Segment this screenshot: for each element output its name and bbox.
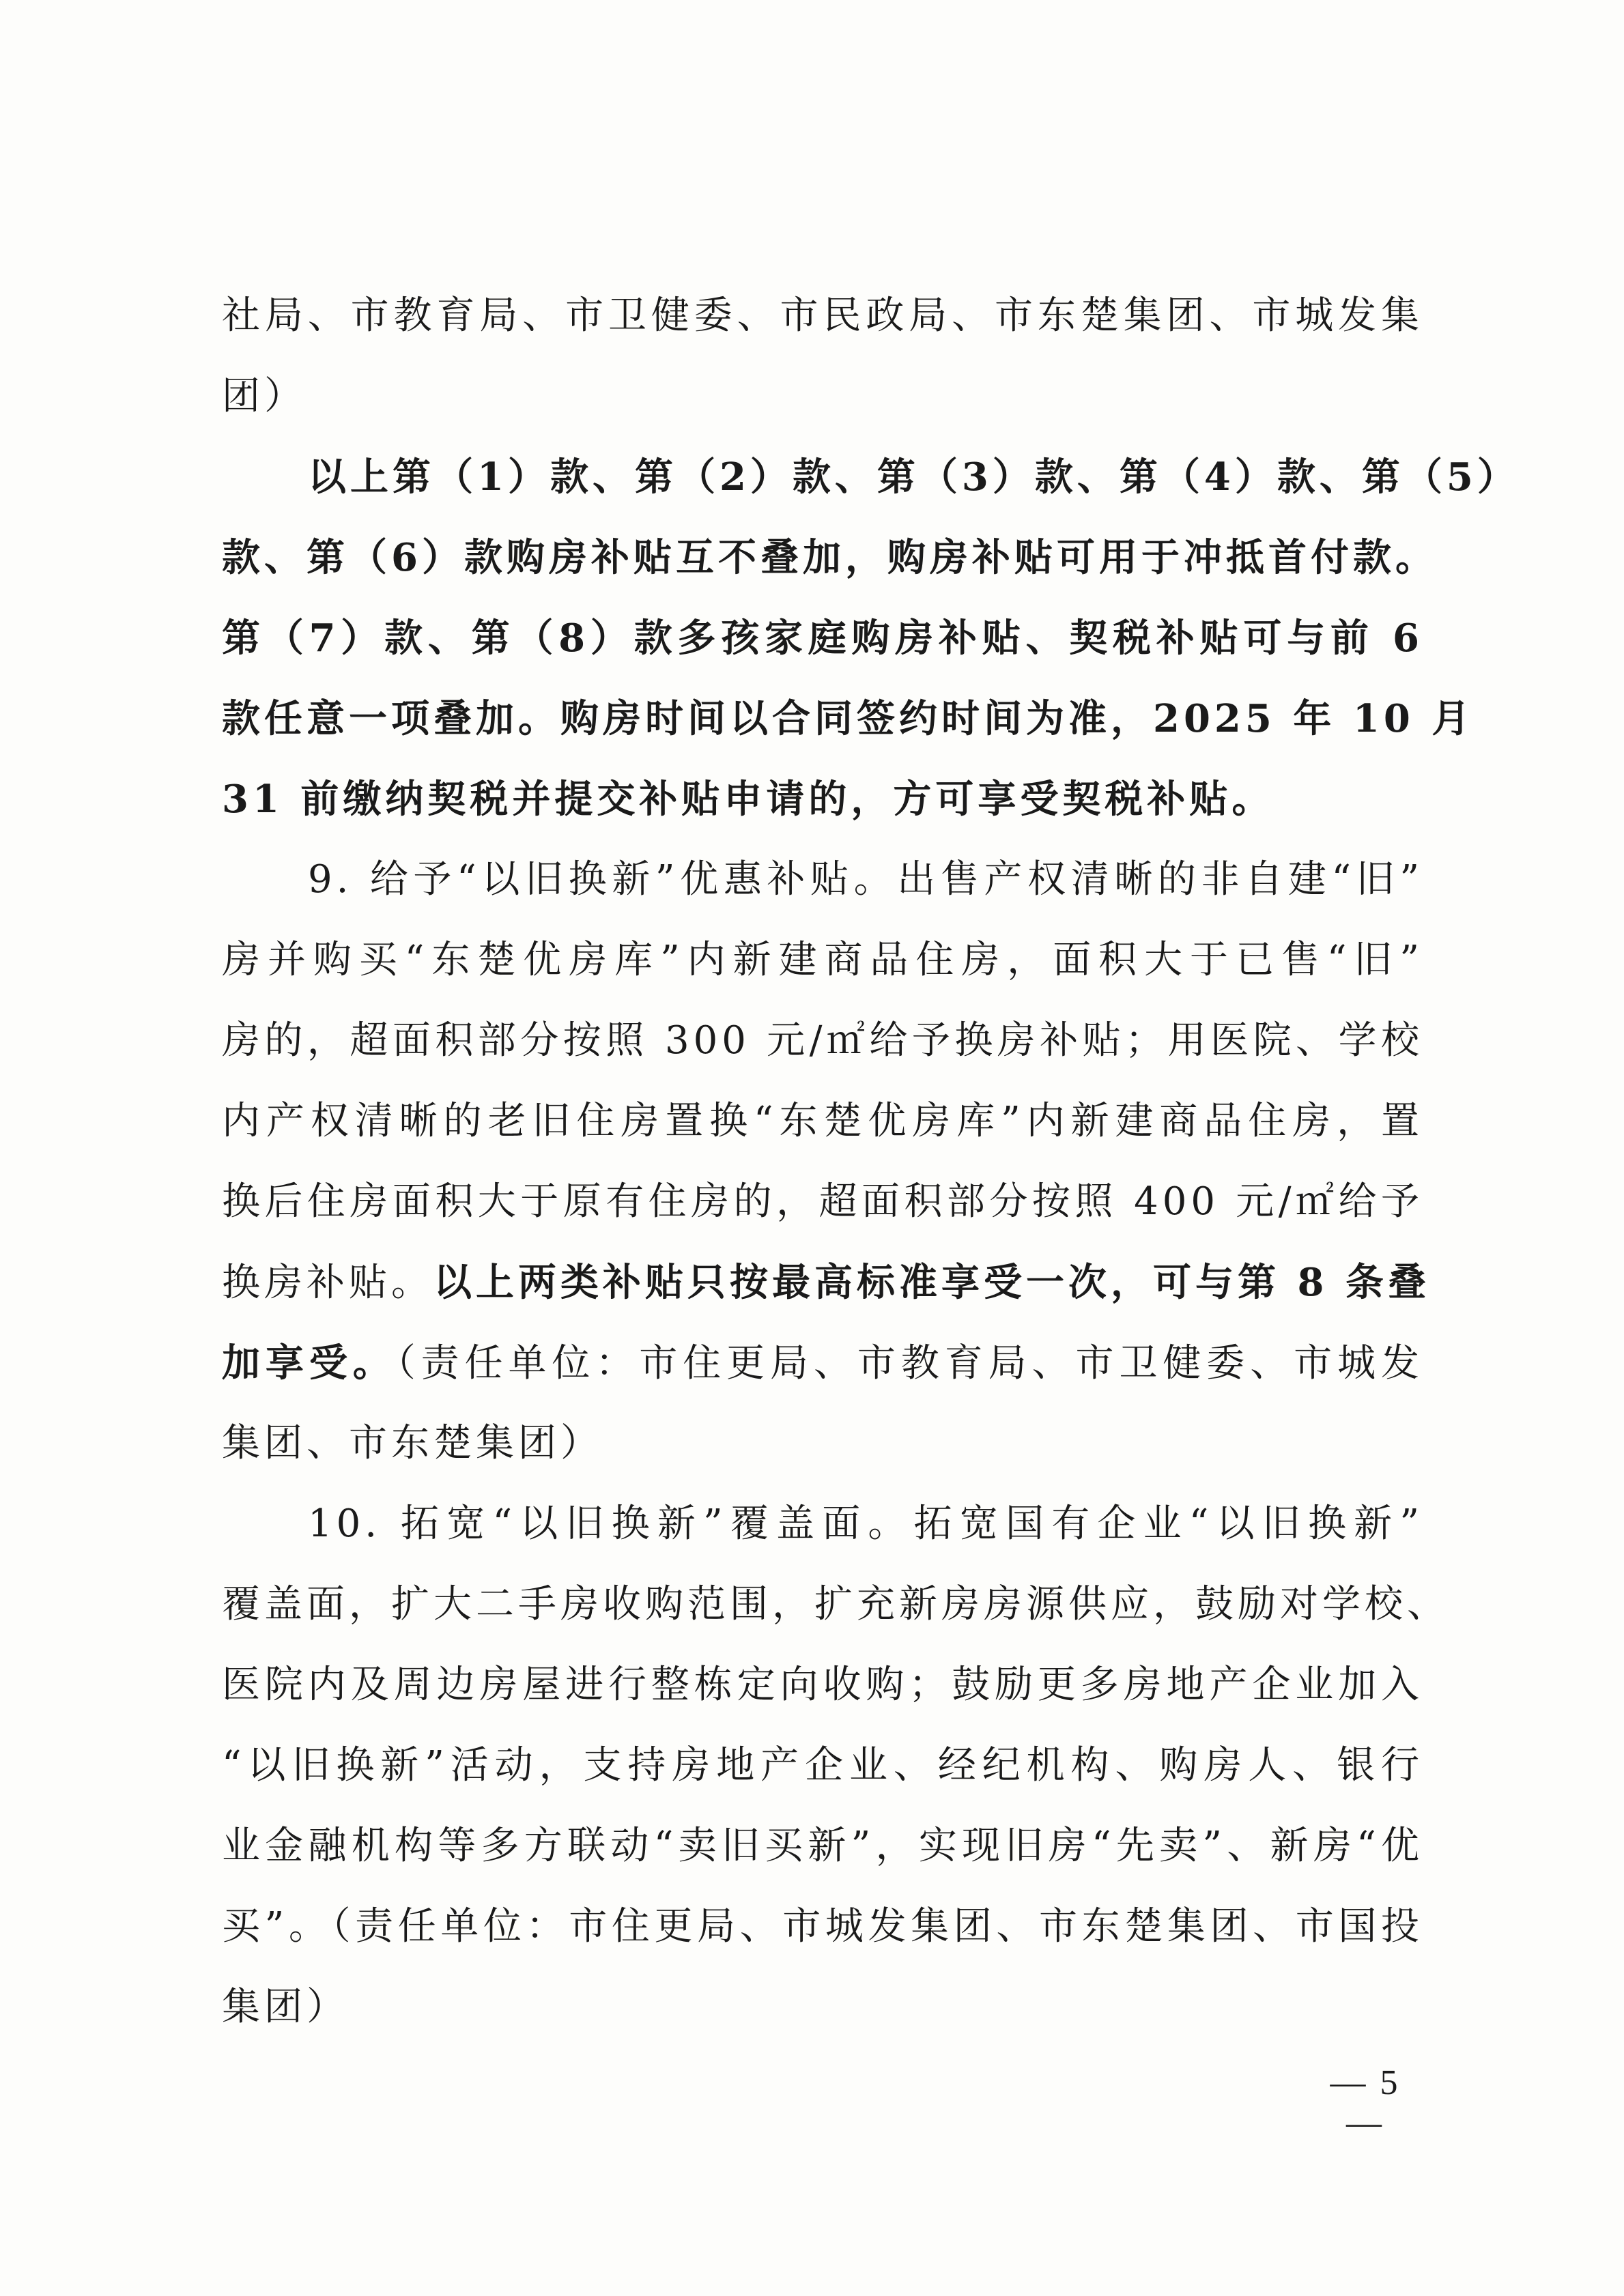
text-normal: （责任单位：市住更局、市教育局、市卫健委、市城发 [396,1341,1424,1386]
text-line: 社局、市教育局、市卫健委、市民政局、市东楚集团、市城发集 [222,293,1423,338]
text-line: 房的，超面积部分按照 300 元/㎡给予换房补贴；用医院、学校 [222,1018,1423,1063]
text-line: 集团、市东楚集团） [222,1421,603,1465]
text-line: 房并购买“东楚优房库”内新建商品住房，面积大于已售“旧” [222,938,1423,982]
text-line: 换后住房面积大于原有住房的，超面积部分按照 400 元/㎡给予 [222,1179,1423,1224]
text-bold: 加享受。 [222,1340,397,1386]
text-line: 10. 拓宽“以旧换新”覆盖面。拓宽国有企业“以旧换新” [308,1502,1423,1546]
text-line-mixed [222,1323,1423,1403]
text-bold: 以上两类补贴只按最高标准享受一次，可与第 8 条叠 [433,1260,1430,1305]
text-line: 覆盖面，扩大二手房收购范围，扩充新房房源供应，鼓励对学校、 [222,1582,1449,1626]
text-line: 集团） [222,1985,349,2029]
text-line: 款任意一项叠加。购房时间以合同签约时间为准，2025 年 10 月 [222,696,1475,741]
text-line: 业金融机构等多方联动“卖旧买新”，实现旧房“先卖”、新房“优 [222,1824,1423,1868]
text-line: 以上第（1）款、第（2）款、第（3）款、第（4）款、第（5） [308,455,1520,500]
paragraph-subsidy-rules [222,437,1520,840]
text-line-mixed [222,1242,1430,1323]
text-line: 第（7）款、第（8）款多孩家庭购房补贴、契税补贴可与前 6 [222,616,1423,661]
text-line: 31 前缴纳契税并提交补贴申请的，方可享受契税补贴。 [222,777,1274,822]
text-normal: 换房补贴。 [222,1261,433,1305]
paragraph-item-9 [222,840,1430,1484]
text-line: 内产权清晰的老旧住房置换“东楚优房库”内新建商品住房，置 [222,1099,1423,1143]
text-line: 团） [222,374,307,418]
text-line: 医院内及周边房屋进行整栋定向收购；鼓励更多房地产企业加入 [222,1663,1423,1707]
text-line: 买”。（责任单位：市住更局、市城发集团、市东楚集团、市国投 [222,1904,1423,1949]
text-line: 9. 给予“以旧换新”优惠补贴。出售产权清晰的非自建“旧” [308,857,1423,902]
paragraph-continuation [222,276,1423,437]
paragraph-item-10 [222,1484,1449,2048]
page-number: — 5 — [1330,2063,1401,2142]
text-line: 款、第（6）款购房补贴互不叠加，购房补贴可用于冲抵首付款。 [222,535,1438,580]
text-line: “以旧换新”活动，支持房地产企业、经纪机构、购房人、银行 [222,1743,1423,1788]
